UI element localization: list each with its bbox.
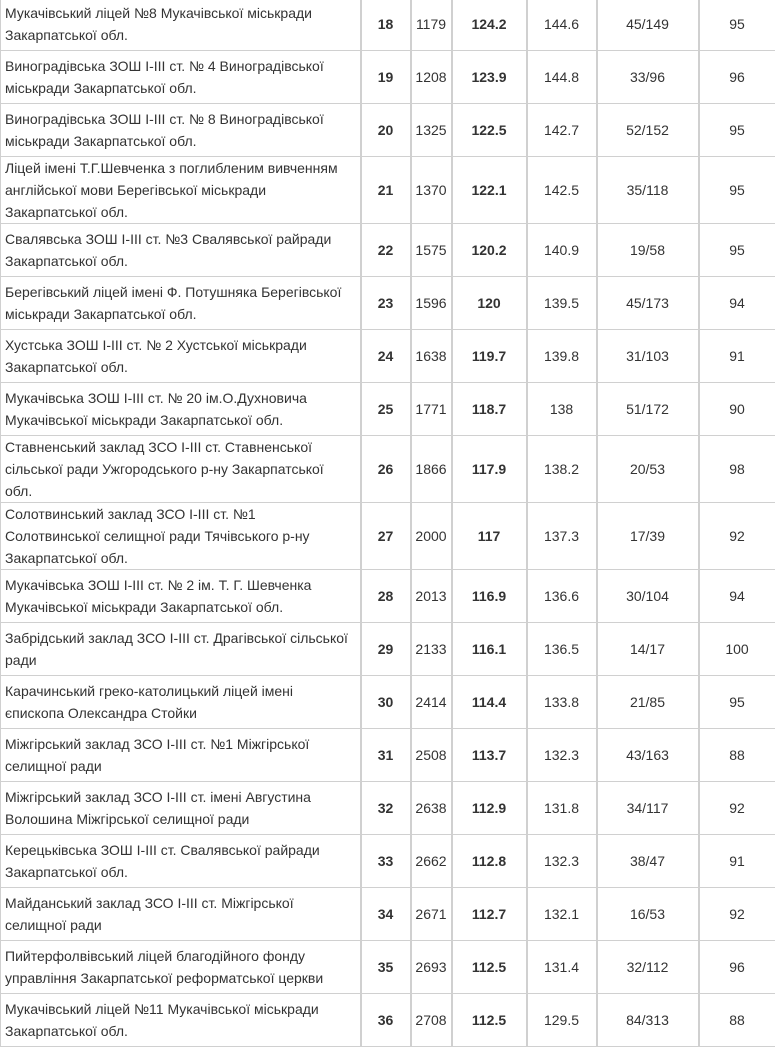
table-body [1, 0, 775, 1047]
percent-cell: 95 [699, 157, 775, 224]
table-row [1, 277, 775, 330]
overall-place-cell: 1771 [411, 383, 452, 436]
table-row [1, 157, 775, 224]
rank-cell: 29 [361, 623, 411, 676]
score-cell: 120.2 [452, 224, 527, 277]
table-row [1, 0, 775, 51]
overall-place-cell: 2508 [411, 729, 452, 782]
ratio-cell: 14/17 [597, 623, 699, 676]
overall-place-cell: 1866 [411, 436, 452, 503]
rank-cell: 27 [361, 503, 411, 570]
average-cell: 137.3 [527, 503, 597, 570]
rank-cell: 25 [361, 383, 411, 436]
percent-cell: 95 [699, 676, 775, 729]
average-cell: 131.8 [527, 782, 597, 835]
rank-cell: 28 [361, 570, 411, 623]
school-name-cell: Ліцей імені Т.Г.Шевченка з поглибленим вивченням англійської мови Берегівської міськради Закарпатської обл. [1, 157, 361, 224]
ratio-cell: 51/172 [597, 383, 699, 436]
score-cell: 113.7 [452, 729, 527, 782]
school-name-cell: Виноградівська ЗОШ І-ІІІ ст. № 4 Виноградівської міськради Закарпатської обл. [1, 51, 361, 104]
rank-cell: 18 [361, 0, 411, 51]
percent-cell: 95 [699, 104, 775, 157]
ratio-cell: 43/163 [597, 729, 699, 782]
rank-cell: 19 [361, 51, 411, 104]
percent-cell: 92 [699, 888, 775, 941]
overall-place-cell: 2693 [411, 941, 452, 994]
average-cell: 142.7 [527, 104, 597, 157]
average-cell: 138.2 [527, 436, 597, 503]
percent-cell: 92 [699, 503, 775, 570]
rank-cell: 20 [361, 104, 411, 157]
ratio-cell: 16/53 [597, 888, 699, 941]
rank-cell: 36 [361, 994, 411, 1047]
score-cell: 112.7 [452, 888, 527, 941]
ratio-cell: 45/173 [597, 277, 699, 330]
table-row [1, 224, 775, 277]
rank-cell: 21 [361, 157, 411, 224]
overall-place-cell: 2000 [411, 503, 452, 570]
school-name-cell: Мукачівський ліцей №8 Мукачівської міськради Закарпатської обл. [1, 0, 361, 51]
ratio-cell: 84/313 [597, 994, 699, 1047]
school-name-cell: Солотвинський заклад ЗСО І-ІІІ ст. №1 Солотвинської селищної ради Тячівського р-ну Закарпатської обл. [1, 503, 361, 570]
average-cell: 138 [527, 383, 597, 436]
average-cell: 144.8 [527, 51, 597, 104]
ratio-cell: 19/58 [597, 224, 699, 277]
school-name-cell: Міжгірський заклад ЗСО І-ІІІ ст. №1 Міжгірської селищної ради [1, 729, 361, 782]
score-cell: 114.4 [452, 676, 527, 729]
school-name-cell: Хустська ЗОШ І-ІІІ ст. № 2 Хустської міськради Закарпатської обл. [1, 330, 361, 383]
ratio-cell: 21/85 [597, 676, 699, 729]
table-row [1, 676, 775, 729]
score-cell: 116.1 [452, 623, 527, 676]
average-cell: 136.6 [527, 570, 597, 623]
school-name-cell: Майданський заклад ЗСО І-ІІІ ст. Міжгірської селищної ради [1, 888, 361, 941]
percent-cell: 100 [699, 623, 775, 676]
score-cell: 122.1 [452, 157, 527, 224]
percent-cell: 92 [699, 782, 775, 835]
table-row [1, 330, 775, 383]
table-row [1, 782, 775, 835]
score-cell: 112.5 [452, 994, 527, 1047]
overall-place-cell: 1596 [411, 277, 452, 330]
average-cell: 131.4 [527, 941, 597, 994]
ratio-cell: 45/149 [597, 0, 699, 51]
average-cell: 132.3 [527, 835, 597, 888]
table-row [1, 104, 775, 157]
rank-cell: 32 [361, 782, 411, 835]
score-cell: 117.9 [452, 436, 527, 503]
ratio-cell: 33/96 [597, 51, 699, 104]
ratio-cell: 38/47 [597, 835, 699, 888]
average-cell: 144.6 [527, 0, 597, 51]
ratio-cell: 35/118 [597, 157, 699, 224]
school-name-cell: Свалявська ЗОШ І-ІІІ ст. №3 Свалявської райради Закарпатської обл. [1, 224, 361, 277]
table-row [1, 570, 775, 623]
score-cell: 116.9 [452, 570, 527, 623]
score-cell: 117 [452, 503, 527, 570]
overall-place-cell: 2671 [411, 888, 452, 941]
school-name-cell: Берегівський ліцей імені Ф. Потушняка Берегівської міськради Закарпатської обл. [1, 277, 361, 330]
school-name-cell: Мукачівський ліцей №11 Мукачівської міськради Закарпатської обл. [1, 994, 361, 1047]
school-name-cell: Карачинський греко-католицький ліцей імені єпископа Олександра Стойки [1, 676, 361, 729]
ratio-cell: 17/39 [597, 503, 699, 570]
ratio-cell: 30/104 [597, 570, 699, 623]
percent-cell: 96 [699, 51, 775, 104]
school-name-cell: Мукачівська ЗОШ І-ІІІ ст. № 2 ім. Т. Г. Шевченка Мукачівської міськради Закарпатської обл. [1, 570, 361, 623]
score-cell: 119.7 [452, 330, 527, 383]
percent-cell: 88 [699, 994, 775, 1047]
table-row [1, 383, 775, 436]
average-cell: 133.8 [527, 676, 597, 729]
average-cell: 139.5 [527, 277, 597, 330]
school-name-cell: Пийтерфолвівський ліцей благодійного фонду управління Закарпатської реформатської церкви [1, 941, 361, 994]
average-cell: 142.5 [527, 157, 597, 224]
rank-cell: 30 [361, 676, 411, 729]
rank-cell: 22 [361, 224, 411, 277]
average-cell: 132.3 [527, 729, 597, 782]
rank-cell: 31 [361, 729, 411, 782]
percent-cell: 98 [699, 436, 775, 503]
average-cell: 140.9 [527, 224, 597, 277]
school-name-cell: Забрідський заклад ЗСО І-ІІІ ст. Драгівської сільської ради [1, 623, 361, 676]
school-name-cell: Міжгірський заклад ЗСО І-ІІІ ст. імені Августина Волошина Міжгірської селищної ради [1, 782, 361, 835]
rank-cell: 35 [361, 941, 411, 994]
ratio-cell: 31/103 [597, 330, 699, 383]
table-row [1, 994, 775, 1047]
overall-place-cell: 1638 [411, 330, 452, 383]
average-cell: 136.5 [527, 623, 597, 676]
table-row [1, 503, 775, 570]
percent-cell: 90 [699, 383, 775, 436]
score-cell: 118.7 [452, 383, 527, 436]
percent-cell: 96 [699, 941, 775, 994]
school-name-cell: Виноградівська ЗОШ І-ІІІ ст. № 8 Виноградівської міськради Закарпатської обл. [1, 104, 361, 157]
percent-cell: 94 [699, 277, 775, 330]
score-cell: 124.2 [452, 0, 527, 51]
score-cell: 123.9 [452, 51, 527, 104]
percent-cell: 91 [699, 835, 775, 888]
rank-cell: 23 [361, 277, 411, 330]
ratio-cell: 34/117 [597, 782, 699, 835]
table-row [1, 941, 775, 994]
school-name-cell: Керецьківська ЗОШ І-ІІІ ст. Свалявської райради Закарпатської обл. [1, 835, 361, 888]
table-row [1, 835, 775, 888]
overall-place-cell: 2414 [411, 676, 452, 729]
score-cell: 112.5 [452, 941, 527, 994]
school-name-cell: Мукачівська ЗОШ І-ІІІ ст. № 20 ім.О.Духновича Мукачівської міськради Закарпатської обл. [1, 383, 361, 436]
ratio-cell: 32/112 [597, 941, 699, 994]
rank-cell: 33 [361, 835, 411, 888]
score-cell: 120 [452, 277, 527, 330]
percent-cell: 95 [699, 0, 775, 51]
overall-place-cell: 2708 [411, 994, 452, 1047]
overall-place-cell: 1325 [411, 104, 452, 157]
rank-cell: 24 [361, 330, 411, 383]
score-cell: 112.9 [452, 782, 527, 835]
table-row [1, 729, 775, 782]
overall-place-cell: 1179 [411, 0, 452, 51]
overall-place-cell: 2662 [411, 835, 452, 888]
table-row [1, 51, 775, 104]
average-cell: 139.8 [527, 330, 597, 383]
school-name-cell: Ставненський заклад ЗСО І-ІІІ ст. Ставненської сільської ради Ужгородського р-ну Закарпатської обл. [1, 436, 361, 503]
rank-cell: 26 [361, 436, 411, 503]
overall-place-cell: 2133 [411, 623, 452, 676]
average-cell: 129.5 [527, 994, 597, 1047]
table-row [1, 436, 775, 503]
table-row [1, 623, 775, 676]
percent-cell: 91 [699, 330, 775, 383]
overall-place-cell: 2638 [411, 782, 452, 835]
ratio-cell: 20/53 [597, 436, 699, 503]
ratio-cell: 52/152 [597, 104, 699, 157]
table-row [1, 888, 775, 941]
overall-place-cell: 1208 [411, 51, 452, 104]
average-cell: 132.1 [527, 888, 597, 941]
overall-place-cell: 2013 [411, 570, 452, 623]
percent-cell: 88 [699, 729, 775, 782]
overall-place-cell: 1370 [411, 157, 452, 224]
percent-cell: 95 [699, 224, 775, 277]
overall-place-cell: 1575 [411, 224, 452, 277]
score-cell: 112.8 [452, 835, 527, 888]
score-cell: 122.5 [452, 104, 527, 157]
percent-cell: 94 [699, 570, 775, 623]
rank-cell: 34 [361, 888, 411, 941]
